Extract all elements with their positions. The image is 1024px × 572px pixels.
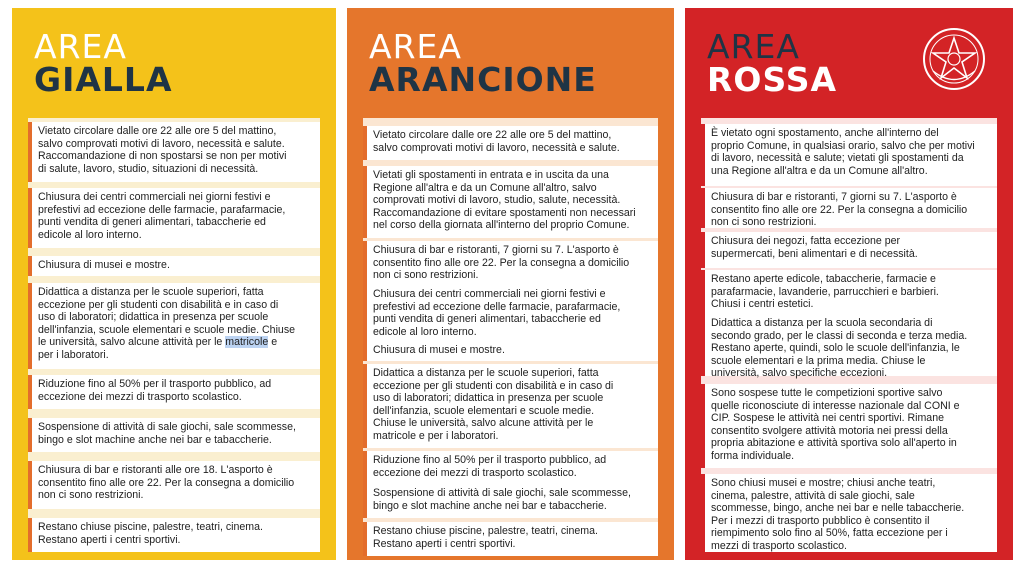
- rule-card: Sono chiusi musei e mostre; chiusi anche teatri, cinema, palestre, attività di sale giochi, sale scommesse, bingo, anche nei bar e nelle tabaccherie. Per i mezzi di trasporto pubblico è consentito il riempimento solo fino al 50%, fatta eccezione per i mezzi di trasporto scolastico.: [701, 474, 997, 552]
- panel-header: [12, 8, 336, 118]
- area-label: AREA: [707, 27, 800, 66]
- panel-area-gialla: [12, 8, 336, 560]
- area-name: ARANCIONE: [369, 60, 597, 99]
- rule-card: Vietato circolare dalle ore 22 alle ore 5 del mattino, salvo comprovati motivi di lavoro, necessità e salute.: [363, 126, 658, 160]
- rules-list: [363, 118, 658, 548]
- rules-list: [701, 118, 997, 552]
- rule-card: Chiusura di bar e ristoranti, 7 giorni su 7. L'asporto è consentito fino alle ore 22. Per la consegna a domicilio non ci sono restrizioni.: [701, 188, 997, 228]
- rule-text-tail-end: e per i laboratori.: [38, 336, 278, 361]
- rule-card: Restano aperte edicole, tabaccherie, farmacie e parafarmacie, lavanderie, parrucchieri e barbieri. Chiusi i centri estetici.: [701, 270, 997, 318]
- rule-card: Riduzione fino al 50% per il trasporto pubblico, ad eccezione dei mezzi di trasporto scolastico.: [363, 451, 658, 485]
- repubblica-italiana-emblem-icon: [919, 24, 989, 94]
- rule-card: Vietati gli spostamenti in entrata e in uscita da una Regione all'altra e da un Comune all'altro, salvo comprovati motivi di lavoro, studio, salute, necessità. Raccomandazione di evitare spostamenti non necessari nel corso della giornata all'interno del proprio Comune.: [363, 166, 658, 238]
- panel-area-arancione: [347, 8, 674, 560]
- rule-card: Sospensione di attività di sale giochi, sale scommesse, bingo e slot machine anche nei bar e tabaccherie.: [28, 418, 320, 452]
- rule-card: Chiusura dei centri commerciali nei giorni festivi e prefestivi ad eccezione delle farmacie, parafarmacie, punti vendita di generi alimentari, tabaccherie ed edicole al loro interno.: [28, 188, 320, 248]
- area-label: AREA: [34, 27, 127, 66]
- rules-list: [28, 118, 320, 548]
- rule-card: È vietato ogni spostamento, anche all'interno del proprio Comune, in qualsiasi orario, salvo che per motivi di lavoro, necessità e salute; vietati gli spostamenti da una Regione all'altra e da un Comune all'altro.: [701, 124, 997, 186]
- rule-card: Chiusura dei centri commerciali nei giorni festivi e prefestivi ad eccezione delle farmacie, parafarmacie, punti vendita di generi alimentari, tabaccherie ed edicole al loro interno.: [363, 285, 658, 345]
- rule-card: Chiusura di bar e ristoranti, 7 giorni su 7. L'asporto è consentito fino alle ore 22. Per la consegna a domicilio non ci sono restrizioni.: [363, 241, 658, 289]
- rule-card: Chiusura di musei e mostre.: [363, 341, 658, 361]
- rule-card: Restano chiuse piscine, palestre, teatri, cinema. Restano aperti i centri sportivi.: [363, 522, 658, 556]
- panel-header: [685, 8, 1013, 118]
- selected-text-highlight[interactable]: matricole: [225, 336, 269, 349]
- rule-card: Didattica a distanza per le scuole superiori, fatta eccezione per gli studenti con disabilità e in caso di uso di laboratori; didattica in presenza per scuole dell'infanzia, scuole elementari e scuole medie. Chiuse le università, salvo alcune attività per le matricole e per i laboratori.: [363, 364, 658, 448]
- rule-card: Sono sospese tutte le competizioni sportive salvo quelle riconosciute di interesse nazionale dal CONI e CIP. Sospese le attività nei centri sportivi. Rimane consentito svolgere attività motoria nei pressi della propria abitazione e attività sportiva solo all'aperto in forma individuale.: [701, 384, 997, 468]
- rule-card: Didattica a distanza per la scuola secondaria di secondo grado, per le classi di seconda e terza media. Restano aperte, quindi, solo le scuole dell'infanzia, le scuole elementari e la prima media. Chiuse le università, salvo specifiche eccezioni.: [701, 314, 997, 376]
- rule-card: [28, 283, 320, 369]
- rule-card: Chiusura di musei e mostre.: [28, 256, 320, 276]
- area-name: GIALLA: [34, 60, 173, 99]
- area-name: ROSSA: [707, 60, 838, 99]
- rule-card: Vietato circolare dalle ore 22 alle ore 5 del mattino, salvo comprovati motivi di lavoro, necessità e salute. Raccomandazione di non spostarsi se non per motivi di salute, lavoro, studio, situazioni di necessità.: [28, 122, 320, 182]
- rule-card: Riduzione fino al 50% per il trasporto pubblico, ad eccezione dei mezzi di trasporto scolastico.: [28, 375, 320, 409]
- rule-card: Chiusura di bar e ristoranti alle ore 18. L'asporto è consentito fino alle ore 22. Per la consegna a domicilio non ci sono restrizioni.: [28, 461, 320, 509]
- panel-area-rossa: [685, 8, 1013, 560]
- area-label: AREA: [369, 27, 462, 66]
- rule-text: Didattica a distanza per le scuole superiori, fatta eccezione per gli studenti con disabilità e in caso di uso di laboratori; didattica in presenza per scuole dell'infanzia, scuole elementari e scuole medie. Chiuse: [38, 286, 296, 336]
- rule-card: Sospensione di attività di sale giochi, sale scommesse, bingo e slot machine anche nei bar e tabaccherie.: [363, 484, 658, 518]
- rule-text-tail: le università, salvo alcune attività per le: [38, 336, 226, 349]
- rule-card: Restano chiuse piscine, palestre, teatri, cinema. Restano aperti i centri sportivi.: [28, 518, 320, 552]
- panel-header: [347, 8, 674, 118]
- rule-card: Chiusura dei negozi, fatta eccezione per supermercati, beni alimentari e di necessità.: [701, 232, 997, 268]
